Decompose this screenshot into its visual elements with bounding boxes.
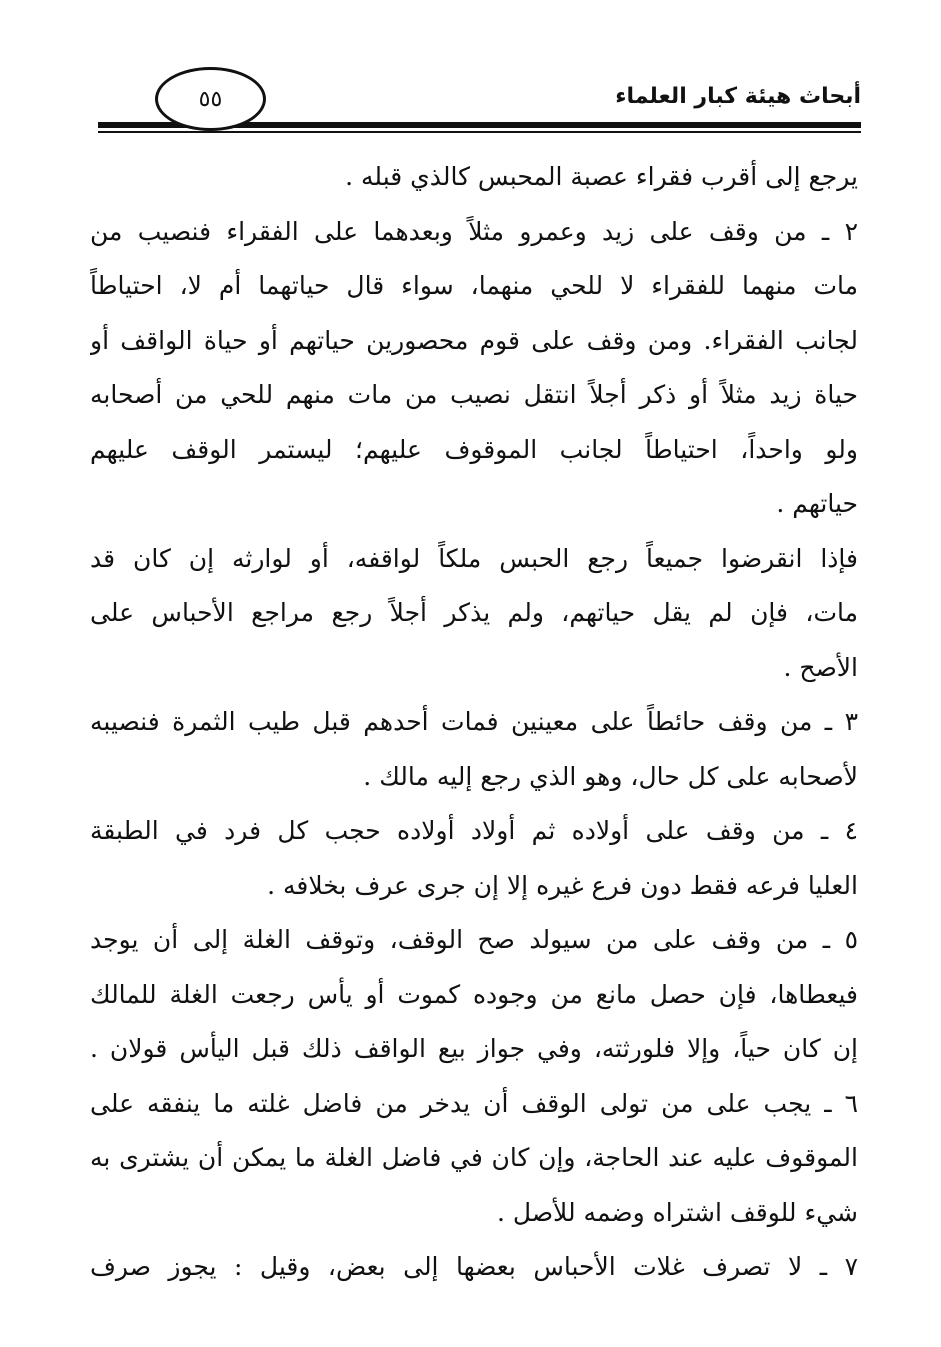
text-line: ولو واحداً، احتياطاً لجانب الموقوف عليهم؛ ليستمر الوقف عليهم [90,434,858,464]
page-number: ٥٥ [198,86,223,112]
text-line: حياتهم . [776,489,858,518]
text-line: فيعطاها، فإن حصل مانع من وجوده كموت أو يأس رجعت الغلة للمالك [90,979,858,1009]
text-line: الموقوف عليه عند الحاجة، وإن كان في فاضل الغلة ما يمكن أن يشترى به [90,1143,858,1172]
text-line: الأصح . [783,652,858,682]
text-line: لجانب الفقراء. ومن وقف على قوم محصورين حياتهم أو حياة الواقف أو [90,325,858,355]
header-rule-thin [98,131,861,133]
text-line: يرجع إلى أقرب فقراء عصبة المحبس كالذي قبله . [345,162,858,191]
text-line: فإذا انقرضوا جميعاً رجع الحبس ملكاً لواقفه، أو لوارثه إن كان قد [90,543,858,573]
text-line: ٦ ـ يجب على من تولى الوقف أن يدخر من فاضل غلته ما ينفقه على [90,1088,858,1118]
text-line: لأصحابه على كل حال، وهو الذي رجع إليه مالك . [363,761,858,791]
text-line: ٤ ـ من وقف على أولاده ثم أولاد أولاده حجب كل فرد في الطبقة [90,816,858,845]
body-text [90,150,858,1295]
text-line: شيء للوقف اشتراه وضمه للأصل . [497,1197,858,1227]
text-line: حياة زيد مثلاً أو ذكر أجلاً انتقل نصيب من مات منهم للحي من أصحابه [90,380,858,409]
page-number-oval [155,67,266,131]
text-line: مات منهما للفقراء لا للحي منهما، سواء قال حياتهما أم لا، احتياطاً [90,271,858,300]
page-header [0,0,941,140]
text-line: مات، فإن لم يقل حياتهم، ولم يذكر أجلاً رجع مراجع الأحباس على [90,598,858,627]
text-line: إن كان حياً، وإلا فلورثته، وفي جواز بيع الواقف ذلك قبل اليأس قولان . [90,1034,858,1063]
text-line: ٢ ـ من وقف على زيد وعمرو مثلاً وبعدهما على الفقراء فنصيب من [90,216,858,246]
text-line: ٣ ـ من وقف حائطاً على معينين فمات أحدهم قبل طيب الثمرة فنصيبه [90,707,858,736]
text-line: ٧ ـ لا تصرف غلات الأحباس بعضها إلى بعض، وقيل : يجوز صرف [90,1252,858,1281]
text-line: ٥ ـ من وقف على من سيولد صح الوقف، وتوقف الغلة إلى أن يوجد [90,925,858,954]
running-title: أبحاث هيئة كبار العلماء [615,84,861,109]
text-line: العليا فرعه فقط دون فرع غيره إلا إن جرى عرف بخلافه . [267,870,858,900]
